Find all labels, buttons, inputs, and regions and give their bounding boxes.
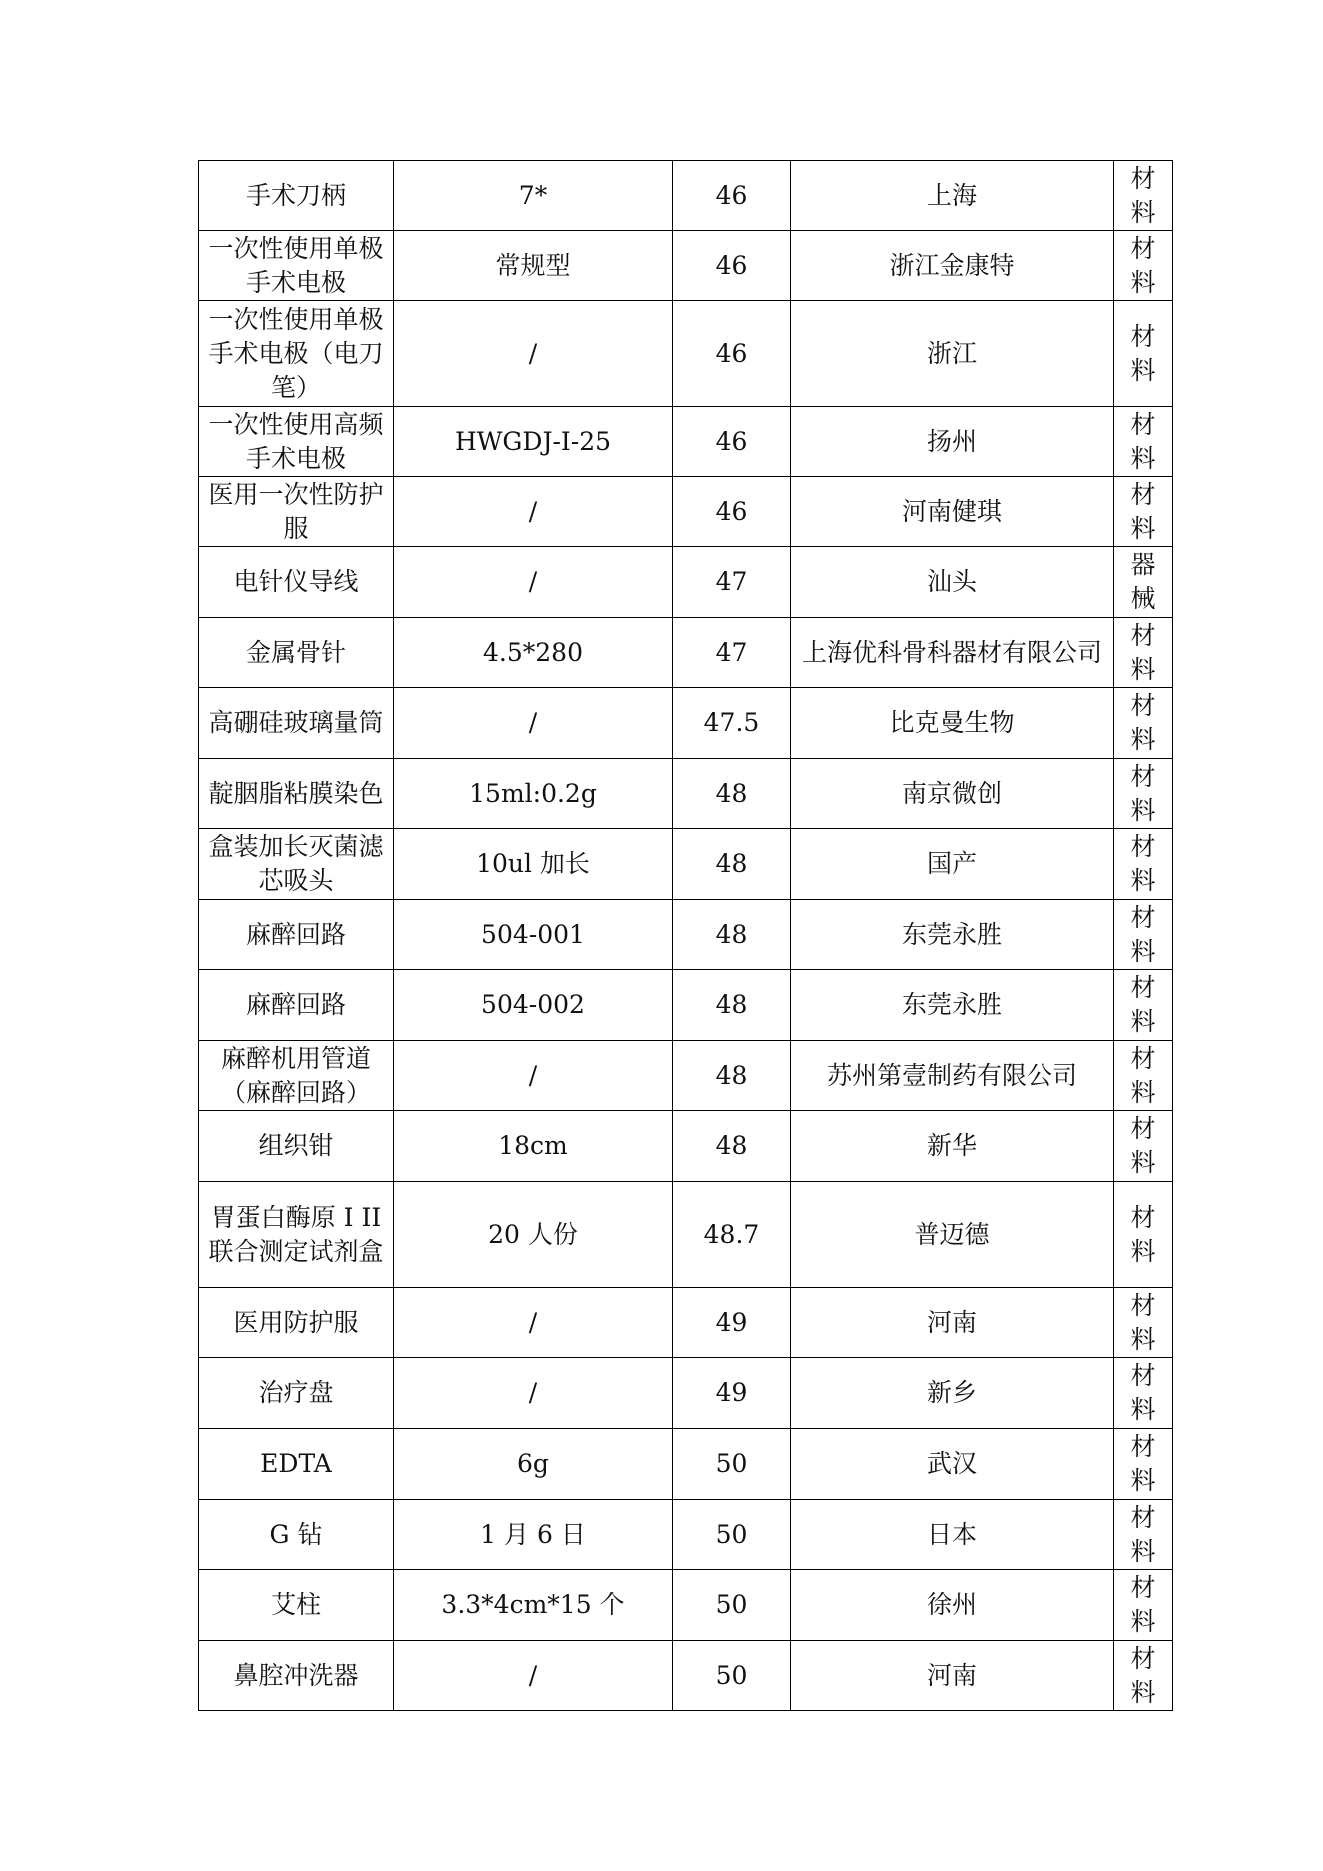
item-category-cell: 材料 xyxy=(1114,688,1173,759)
item-name-cell: 医用防护服 xyxy=(199,1288,394,1358)
table-row xyxy=(199,477,1173,547)
item-spec-cell: / xyxy=(394,1641,673,1711)
item-maker-cell: 汕头 xyxy=(791,547,1114,618)
item-spec-cell: 7* xyxy=(394,161,673,231)
table-row xyxy=(199,688,1173,759)
item-name-cell: EDTA xyxy=(199,1429,394,1500)
item-price-cell: 46 xyxy=(673,161,791,231)
table-row xyxy=(199,1111,1173,1182)
item-maker-cell: 扬州 xyxy=(791,407,1114,477)
item-price-cell: 48 xyxy=(673,1111,791,1182)
item-price-cell: 50 xyxy=(673,1641,791,1711)
item-maker-cell: 东莞永胜 xyxy=(791,900,1114,970)
item-category-cell: 材料 xyxy=(1114,407,1173,477)
table-row xyxy=(199,1641,1173,1711)
item-category-cell: 材料 xyxy=(1114,1111,1173,1182)
item-spec-cell: 1 月 6 日 xyxy=(394,1500,673,1570)
item-name-cell: 麻醉回路 xyxy=(199,970,394,1041)
table-row xyxy=(199,1041,1173,1111)
table-row xyxy=(199,1500,1173,1570)
item-price-cell: 48.7 xyxy=(673,1182,791,1288)
item-price-cell: 47.5 xyxy=(673,688,791,759)
item-maker-cell: 国产 xyxy=(791,829,1114,900)
item-category-cell: 材料 xyxy=(1114,829,1173,900)
item-price-cell: 49 xyxy=(673,1358,791,1429)
item-maker-cell: 日本 xyxy=(791,1500,1114,1570)
table-row xyxy=(199,759,1173,829)
item-name-cell: 一次性使用高频手术电极 xyxy=(199,407,394,477)
item-price-cell: 48 xyxy=(673,900,791,970)
table-row xyxy=(199,161,1173,231)
item-price-cell: 49 xyxy=(673,1288,791,1358)
item-spec-cell: 常规型 xyxy=(394,231,673,301)
item-name-cell: 一次性使用单极手术电极 xyxy=(199,231,394,301)
item-name-cell: 麻醉机用管道（麻醉回路） xyxy=(199,1041,394,1111)
materials-table xyxy=(198,160,1173,1711)
item-name-cell: 艾柱 xyxy=(199,1570,394,1641)
table-row xyxy=(199,301,1173,407)
item-spec-cell: 3.3*4cm*15 个 xyxy=(394,1570,673,1641)
item-maker-cell: 河南 xyxy=(791,1288,1114,1358)
item-spec-cell: / xyxy=(394,301,673,407)
table-row xyxy=(199,1288,1173,1358)
item-spec-cell: 10ul 加长 xyxy=(394,829,673,900)
item-category-cell: 材料 xyxy=(1114,900,1173,970)
item-maker-cell: 南京微创 xyxy=(791,759,1114,829)
item-price-cell: 47 xyxy=(673,547,791,618)
item-category-cell: 器械 xyxy=(1114,547,1173,618)
item-spec-cell: 504-002 xyxy=(394,970,673,1041)
item-name-cell: 医用一次性防护服 xyxy=(199,477,394,547)
item-category-cell: 材料 xyxy=(1114,1182,1173,1288)
table-row xyxy=(199,970,1173,1041)
item-spec-cell: 18cm xyxy=(394,1111,673,1182)
item-spec-cell: 4.5*280 xyxy=(394,618,673,688)
item-maker-cell: 浙江金康特 xyxy=(791,231,1114,301)
item-name-cell: 电针仪导线 xyxy=(199,547,394,618)
item-maker-cell: 徐州 xyxy=(791,1570,1114,1641)
item-maker-cell: 比克曼生物 xyxy=(791,688,1114,759)
item-maker-cell: 河南健琪 xyxy=(791,477,1114,547)
item-spec-cell: / xyxy=(394,1358,673,1429)
item-name-cell: 高硼硅玻璃量筒 xyxy=(199,688,394,759)
item-price-cell: 48 xyxy=(673,1041,791,1111)
item-name-cell: 麻醉回路 xyxy=(199,900,394,970)
item-category-cell: 材料 xyxy=(1114,1288,1173,1358)
table-row xyxy=(199,1182,1173,1288)
table-row xyxy=(199,618,1173,688)
item-category-cell: 材料 xyxy=(1114,1429,1173,1500)
table-row xyxy=(199,1570,1173,1641)
item-category-cell: 材料 xyxy=(1114,1358,1173,1429)
item-maker-cell: 河南 xyxy=(791,1641,1114,1711)
item-name-cell: 手术刀柄 xyxy=(199,161,394,231)
table-row xyxy=(199,1429,1173,1500)
item-category-cell: 材料 xyxy=(1114,1500,1173,1570)
item-category-cell: 材料 xyxy=(1114,618,1173,688)
item-category-cell: 材料 xyxy=(1114,1641,1173,1711)
item-maker-cell: 新华 xyxy=(791,1111,1114,1182)
item-category-cell: 材料 xyxy=(1114,1570,1173,1641)
item-category-cell: 材料 xyxy=(1114,231,1173,301)
item-price-cell: 47 xyxy=(673,618,791,688)
item-category-cell: 材料 xyxy=(1114,759,1173,829)
item-maker-cell: 上海 xyxy=(791,161,1114,231)
item-maker-cell: 苏州第壹制药有限公司 xyxy=(791,1041,1114,1111)
item-name-cell: G 钻 xyxy=(199,1500,394,1570)
item-spec-cell: 15ml:0.2g xyxy=(394,759,673,829)
item-name-cell: 靛胭脂粘膜染色 xyxy=(199,759,394,829)
item-spec-cell: / xyxy=(394,1288,673,1358)
item-name-cell: 组织钳 xyxy=(199,1111,394,1182)
item-price-cell: 48 xyxy=(673,759,791,829)
item-price-cell: 46 xyxy=(673,301,791,407)
item-price-cell: 50 xyxy=(673,1570,791,1641)
item-category-cell: 材料 xyxy=(1114,477,1173,547)
table-row xyxy=(199,407,1173,477)
item-category-cell: 材料 xyxy=(1114,970,1173,1041)
item-name-cell: 金属骨针 xyxy=(199,618,394,688)
item-spec-cell: / xyxy=(394,477,673,547)
item-name-cell: 一次性使用单极手术电极（电刀笔） xyxy=(199,301,394,407)
item-spec-cell: / xyxy=(394,1041,673,1111)
item-spec-cell: HWGDJ-I-25 xyxy=(394,407,673,477)
item-spec-cell: / xyxy=(394,547,673,618)
item-spec-cell: 504-001 xyxy=(394,900,673,970)
item-maker-cell: 东莞永胜 xyxy=(791,970,1114,1041)
table-row xyxy=(199,231,1173,301)
item-price-cell: 48 xyxy=(673,970,791,1041)
item-category-cell: 材料 xyxy=(1114,161,1173,231)
item-price-cell: 50 xyxy=(673,1500,791,1570)
item-maker-cell: 普迈德 xyxy=(791,1182,1114,1288)
item-name-cell: 盒装加长灭菌滤芯吸头 xyxy=(199,829,394,900)
table-body xyxy=(199,161,1173,1711)
item-maker-cell: 浙江 xyxy=(791,301,1114,407)
item-spec-cell: 20 人份 xyxy=(394,1182,673,1288)
table-row xyxy=(199,1358,1173,1429)
item-maker-cell: 上海优科骨科器材有限公司 xyxy=(791,618,1114,688)
item-spec-cell: 6g xyxy=(394,1429,673,1500)
item-name-cell: 鼻腔冲洗器 xyxy=(199,1641,394,1711)
table-row xyxy=(199,900,1173,970)
table-row xyxy=(199,829,1173,900)
item-name-cell: 胃蛋白酶原 I II 联合测定试剂盒 xyxy=(199,1182,394,1288)
item-price-cell: 48 xyxy=(673,829,791,900)
item-price-cell: 46 xyxy=(673,231,791,301)
item-price-cell: 46 xyxy=(673,477,791,547)
item-price-cell: 50 xyxy=(673,1429,791,1500)
item-category-cell: 材料 xyxy=(1114,301,1173,407)
item-name-cell: 治疗盘 xyxy=(199,1358,394,1429)
item-maker-cell: 新乡 xyxy=(791,1358,1114,1429)
item-maker-cell: 武汉 xyxy=(791,1429,1114,1500)
item-spec-cell: / xyxy=(394,688,673,759)
table-row xyxy=(199,547,1173,618)
item-price-cell: 46 xyxy=(673,407,791,477)
item-category-cell: 材料 xyxy=(1114,1041,1173,1111)
